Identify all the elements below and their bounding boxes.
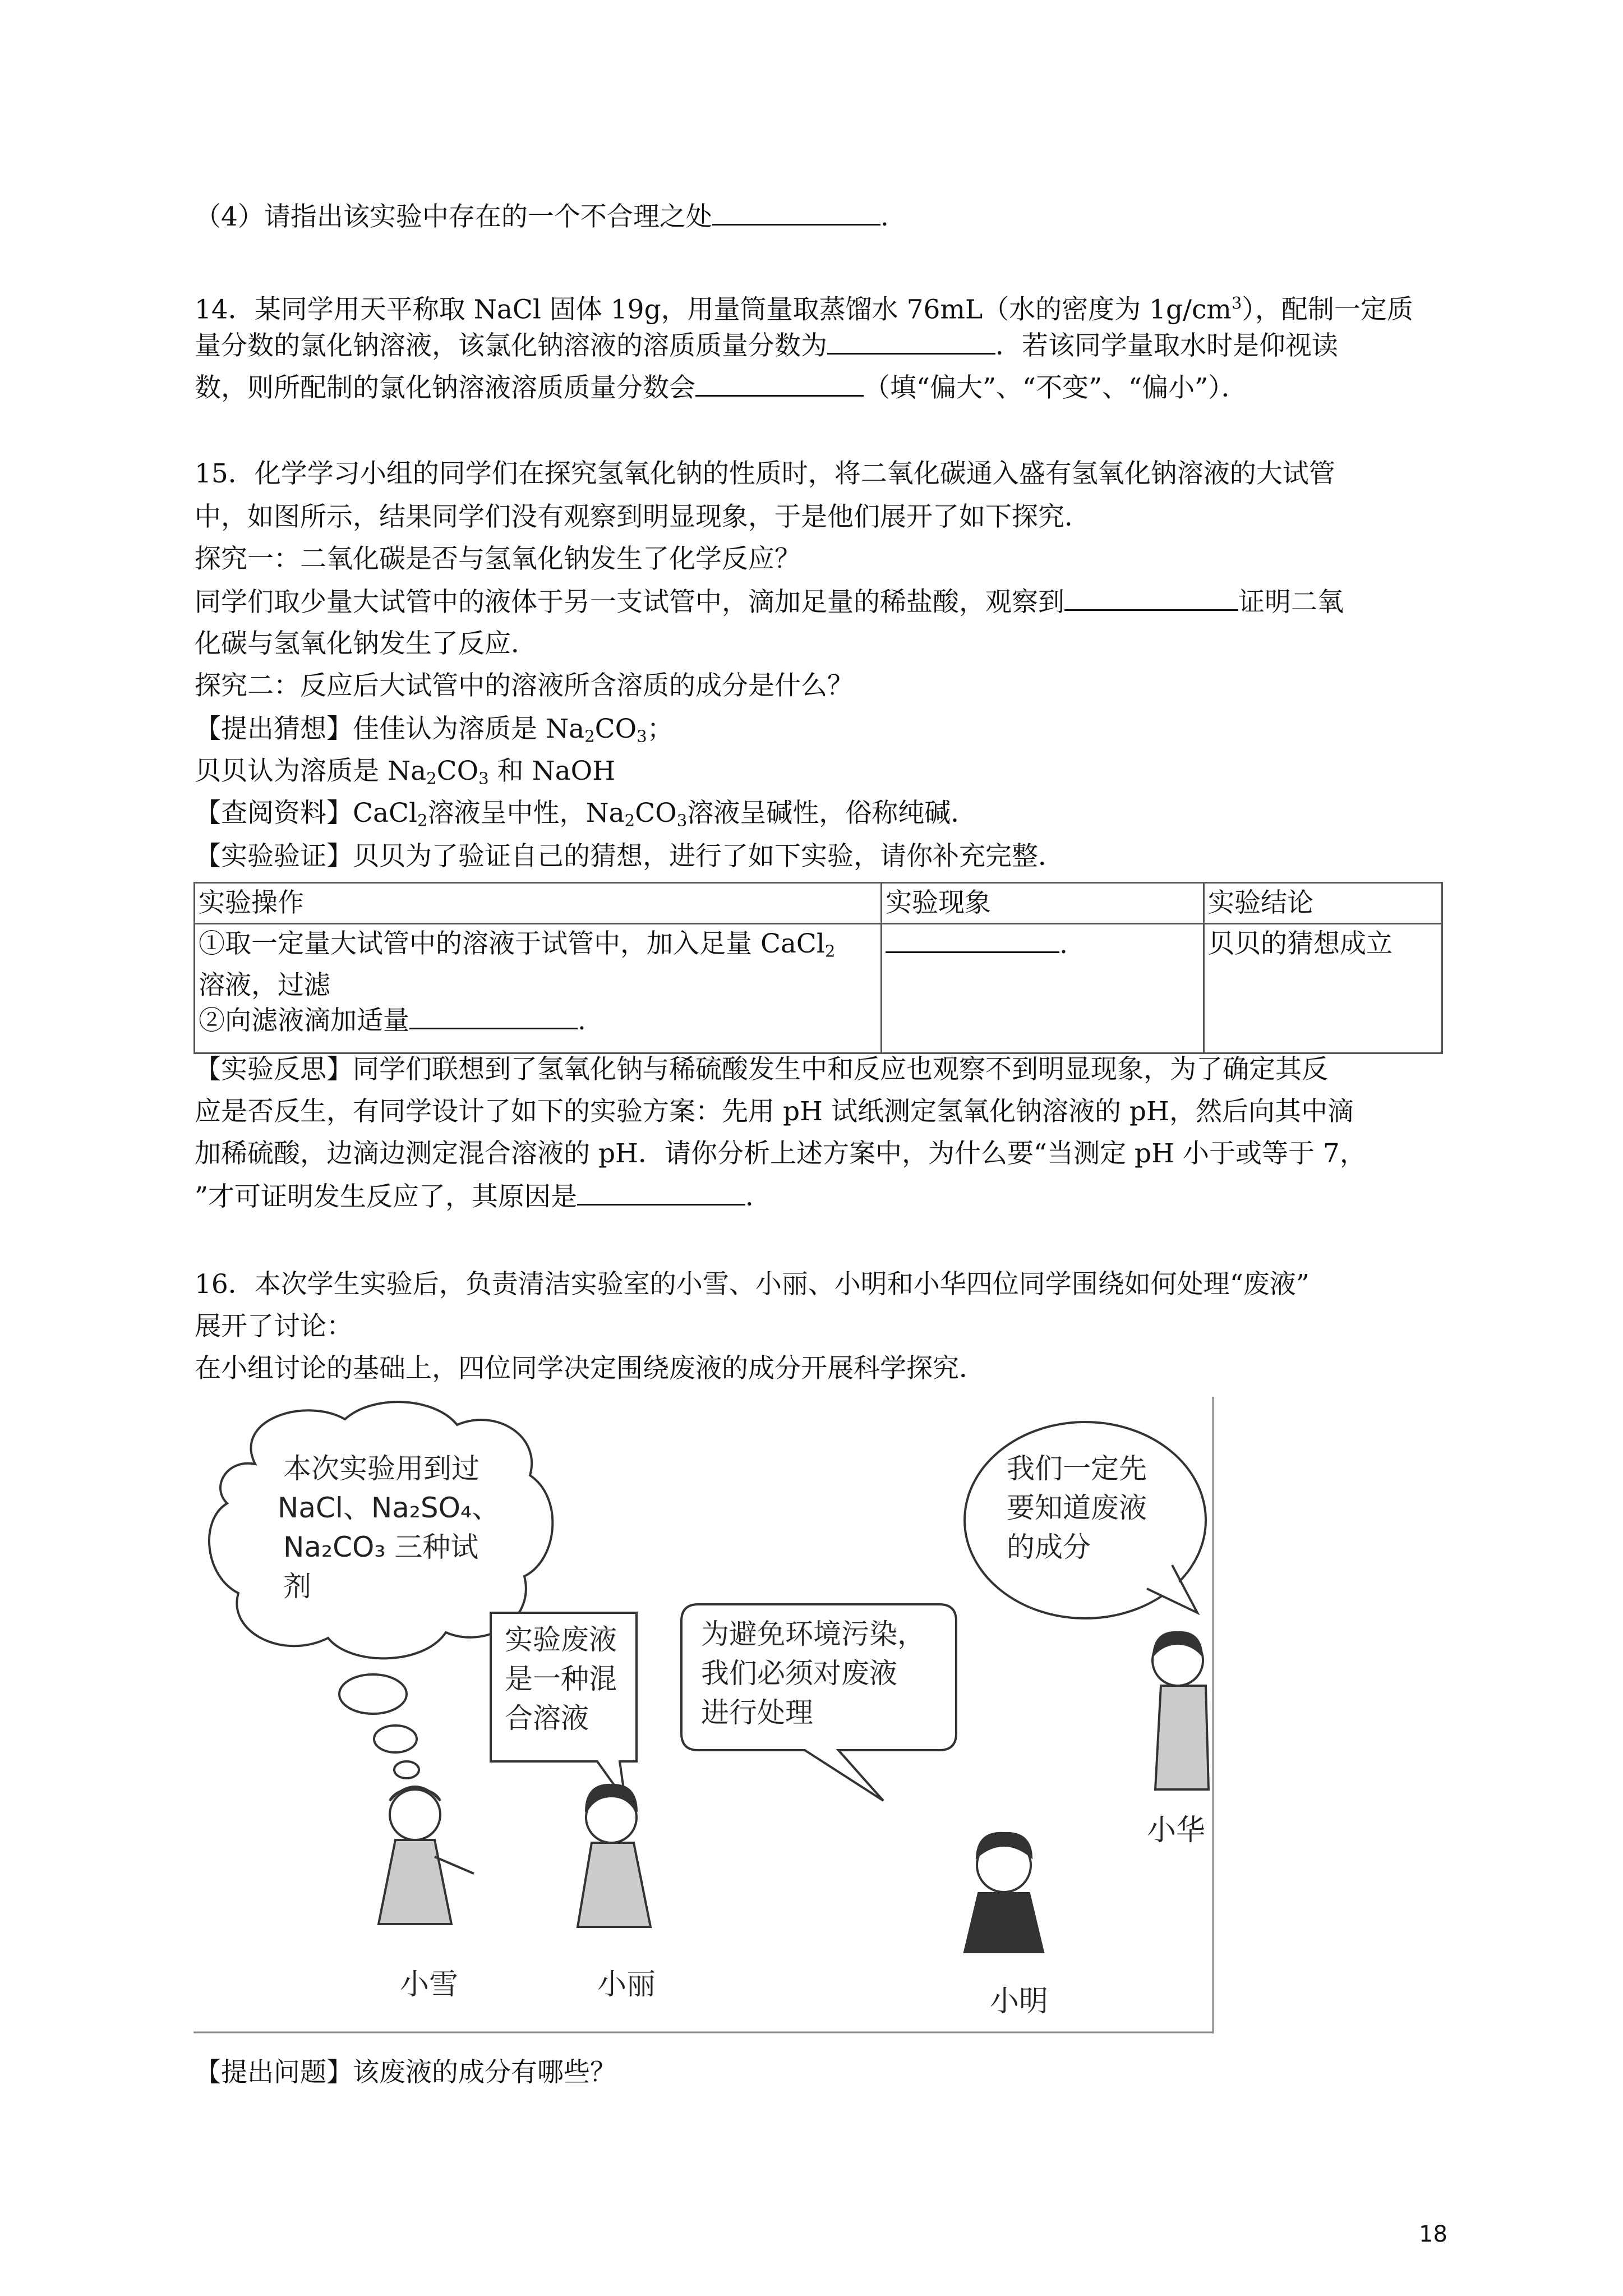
bubble3-line1: 为避免环境污染，: [701, 1618, 925, 1650]
header-conclusion: 实验结论: [1204, 883, 1442, 924]
bubble2-line1: 实验废液: [505, 1623, 617, 1656]
answer-blank[interactable]: [712, 199, 880, 226]
conclusion-cell: 贝贝的猜想成立: [1204, 924, 1442, 1053]
experiment-table: [193, 882, 1443, 1054]
name-xiaoming: 小明: [990, 1985, 1049, 2018]
q16-question: 【提出问题】该废液的成分有哪些？: [195, 2057, 616, 2088]
bubble1-line3: Na₂CO₃ 三种试: [283, 1531, 479, 1563]
answer-blank[interactable]: [886, 927, 1059, 953]
speech-bubble-oval: [965, 1422, 1206, 1618]
speech-bubble-rect: [491, 1613, 637, 1801]
answer-blank[interactable]: [695, 370, 864, 397]
q15-reference: 【查阅资料】CaCl$_2$溶液呈中性，$Na_2CO_3$溶液呈碱性，俗称纯碱．: [195, 798, 978, 830]
q15-line1: 15．化学学习小组的同学们在探究氢氧化钠的性质时，将二氧化碳通入盛有氢氧化钠溶液的大试管: [195, 458, 1335, 489]
bubble2-line2: 是一种混: [505, 1663, 617, 1695]
table-header-row: [195, 883, 1442, 924]
bubble3-line2: 我们必须对废液: [701, 1657, 897, 1690]
phenomenon-cell: .: [882, 924, 1204, 1053]
q14-line1: 14．某同学用天平称取 NaCl 固体 19g，用量筒量取蒸馏水 76mL（水的密度为 $1g/cm^3$），配制一定质: [195, 293, 1413, 325]
answer-blank[interactable]: [409, 1003, 578, 1029]
q15-reflection2: 应是否反生，有同学设计了如下的实验方案：先用 pH 试纸测定氢氧化钠溶液的 pH，然后向其中滴: [195, 1096, 1354, 1127]
q15-reflection1: 【实验反思】同学们联想到了氢氧化钠与稀硫酸发生中和反应也观察不到明显现象，为了确定其反: [195, 1054, 1328, 1085]
answer-blank[interactable]: [577, 1179, 745, 1205]
operation-cell: ①取一定量大试管中的溶液于试管中，加入足量 CaCl$_2$ 溶液，过滤 ②向滤液滴加适量 .: [195, 924, 882, 1053]
bubble3-line3: 进行处理: [701, 1696, 813, 1729]
name-xiaoxue: 小雪: [400, 1968, 459, 2001]
bubble1-line4: 剂: [283, 1570, 311, 1603]
q14-line2: 量分数的氯化钠溶液，该氯化钠溶液的溶质质量分数为 ．若该同学量取水时是仰视读: [195, 328, 1338, 363]
header-phenomenon: 实验现象: [882, 883, 1204, 924]
q15-hypothesis1: 【提出猜想】佳佳认为溶质是 $Na_2CO_3$；: [195, 714, 674, 746]
q15-hypothesis2: 贝贝认为溶质是 $Na_2CO_3$ 和 NaOH: [195, 756, 616, 788]
bubble1-line1: 本次实验用到过: [283, 1452, 479, 1485]
q16-line3: 在小组讨论的基础上，四位同学决定围绕废液的成分开展科学探究．: [195, 1353, 985, 1384]
q13-item4: （4）请指出该实验中存在的一个不合理之处 .: [195, 199, 889, 234]
student-xiaohua-figure: [1152, 1632, 1209, 1789]
header-operation: 实验操作: [195, 883, 882, 924]
bubble2-line3: 合溶液: [505, 1702, 589, 1734]
page-number: 18: [1419, 2221, 1447, 2247]
q15-verification: 【实验验证】贝贝为了验证自己的猜想，进行了如下实验，请你补充完整．: [195, 841, 1064, 872]
q15-line4: 同学们取少量大试管中的液体于另一支试管中，滴加足量的稀盐酸，观察到 证明二氧: [195, 585, 1344, 619]
answer-blank[interactable]: [827, 328, 995, 355]
bubble4-line3: 的成分: [1007, 1531, 1091, 1563]
q14-line3: 数，则所配制的氯化钠溶液溶质质量分数会 （填“偏大”、“不变”、“偏小”）．: [195, 370, 1248, 405]
q15-line3: 探究一：二氧化碳是否与氢氧化钠发生了化学反应？: [195, 544, 801, 574]
q15-line5: 化碳与氢氧化钠发生了反应．: [195, 628, 537, 659]
bubble1-line2: NaCl、Na₂SO₄、: [278, 1492, 500, 1524]
student-xiaoli-figure: [578, 1785, 651, 1927]
name-xiaoli: 小丽: [597, 1968, 656, 2001]
q16-line1: 16．本次学生实验后，负责清洁实验室的小雪、小丽、小明和小华四位同学围绕如何处理“废液”: [195, 1269, 1310, 1300]
table-row: [195, 924, 1442, 1053]
student-xiaoming-figure: [965, 1833, 1043, 1952]
q15-line2: 中，如图所示，结果同学们没有观察到明显现象，于是他们展开了如下探究．: [195, 501, 1091, 532]
discussion-illustration: [193, 1397, 1214, 2033]
q15-line6: 探究二：反应后大试管中的溶液所含溶质的成分是什么？: [195, 670, 854, 701]
speech-bubble-rounded: [681, 1604, 956, 1801]
answer-blank[interactable]: [1064, 585, 1238, 611]
q16-line2: 展开了讨论：: [195, 1311, 353, 1342]
q15-reflection4: ”才可证明发生反应了，其原因是 ．: [195, 1179, 772, 1214]
name-xiaohua: 小华: [1147, 1814, 1206, 1847]
bubble4-line1: 我们一定先: [1007, 1452, 1147, 1485]
bubble4-line2: 要知道废液: [1007, 1492, 1147, 1524]
q15-reflection3: 加稀硫酸，边滴边测定混合溶液的 pH．请你分析上述方案中，为什么要“当测定 pH 小于或等于 7，: [195, 1138, 1366, 1169]
student-xiaoxue-figure: [379, 1787, 474, 1924]
